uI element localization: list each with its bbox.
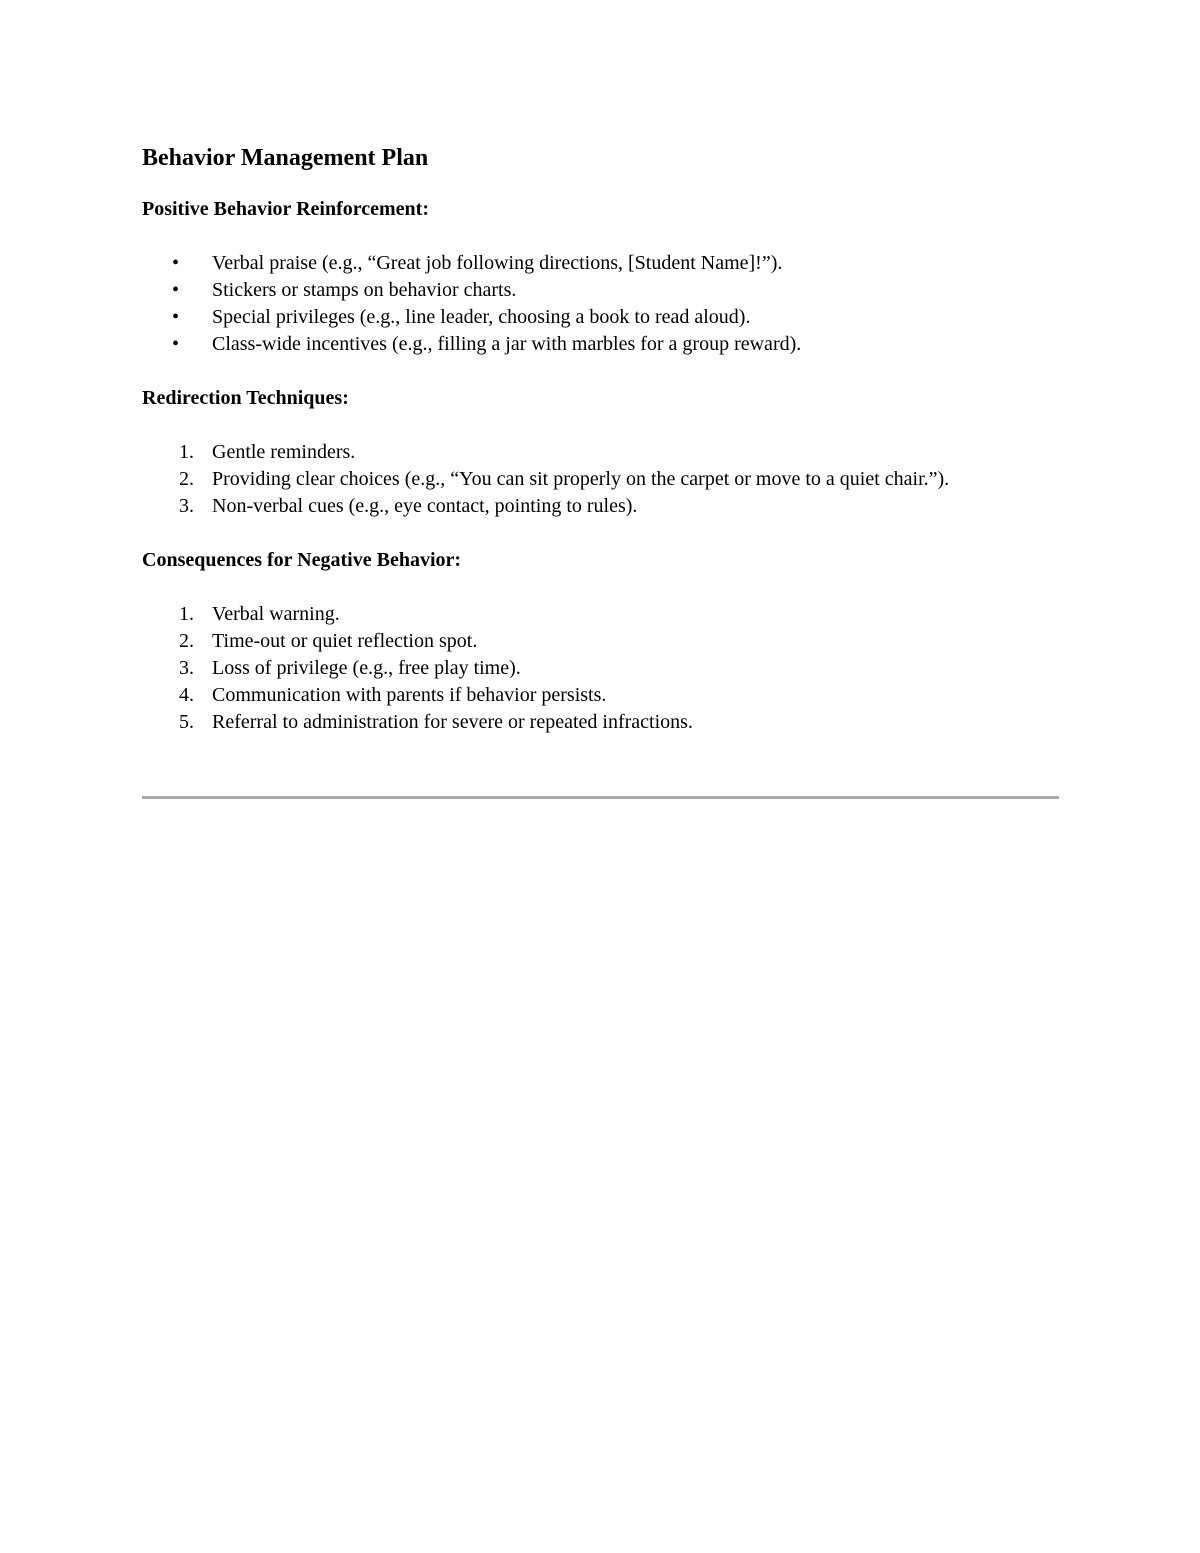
list-number: 2.: [179, 468, 194, 490]
section-heading-redirection-techniques: Redirection Techniques:: [142, 387, 349, 409]
list-item: [142, 277, 1059, 304]
bullet-icon: •: [172, 279, 180, 301]
document-body: [142, 141, 1059, 763]
list-item-text: Non-verbal cues (e.g., eye contact, pointing to rules).: [212, 495, 638, 517]
list-number: 1.: [179, 441, 194, 463]
list-item: [142, 655, 1059, 682]
list-item-text: Verbal praise (e.g., “Great job following directions, [Student Name]!”).: [212, 252, 783, 274]
document-title: Behavior Management Plan: [142, 145, 429, 171]
list-item-text: Stickers or stamps on behavior charts.: [212, 279, 517, 301]
list-item: [142, 466, 1059, 493]
list-item-text: Class-wide incentives (e.g., filling a jar with marbles for a group reward).: [212, 333, 802, 355]
bullet-icon: •: [172, 252, 180, 274]
list-number: 4.: [179, 684, 194, 706]
list-item: [142, 709, 1059, 736]
list-number: 3.: [179, 657, 194, 679]
list-item-text: Loss of privilege (e.g., free play time).: [212, 657, 521, 679]
section-heading-positive-reinforcement: Positive Behavior Reinforcement:: [142, 198, 429, 220]
list-number: 2.: [179, 630, 194, 652]
horizontal-divider: [142, 796, 1059, 799]
list-item-text: Providing clear choices (e.g., “You can sit properly on the carpet or move to a quiet chair.”).: [212, 468, 950, 490]
list-item-text: Verbal warning.: [212, 603, 340, 625]
list-item: [142, 493, 1059, 520]
list-item: [142, 304, 1059, 331]
list-item-text: Communication with parents if behavior persists.: [212, 684, 607, 706]
list-item-text: Time-out or quiet reflection spot.: [212, 630, 478, 652]
list-number: 3.: [179, 495, 194, 517]
list-item: [142, 331, 1059, 358]
list-item: [142, 628, 1059, 655]
list-item: [142, 250, 1059, 277]
list-item: [142, 439, 1059, 466]
list-number: 1.: [179, 603, 194, 625]
list-item-text: Gentle reminders.: [212, 441, 356, 463]
bullet-icon: •: [172, 333, 180, 355]
list-item: [142, 682, 1059, 709]
section-heading-consequences: Consequences for Negative Behavior:: [142, 549, 462, 571]
consequences-list: [142, 601, 1059, 736]
list-item-text: Special privileges (e.g., line leader, choosing a book to read aloud).: [212, 306, 751, 328]
list-item-text: Referral to administration for severe or repeated infractions.: [212, 711, 693, 733]
redirection-techniques-list: [142, 439, 1059, 520]
positive-reinforcement-list: [142, 250, 1059, 358]
list-number: 5.: [179, 711, 194, 733]
list-item: [142, 601, 1059, 628]
bullet-icon: •: [172, 306, 180, 328]
